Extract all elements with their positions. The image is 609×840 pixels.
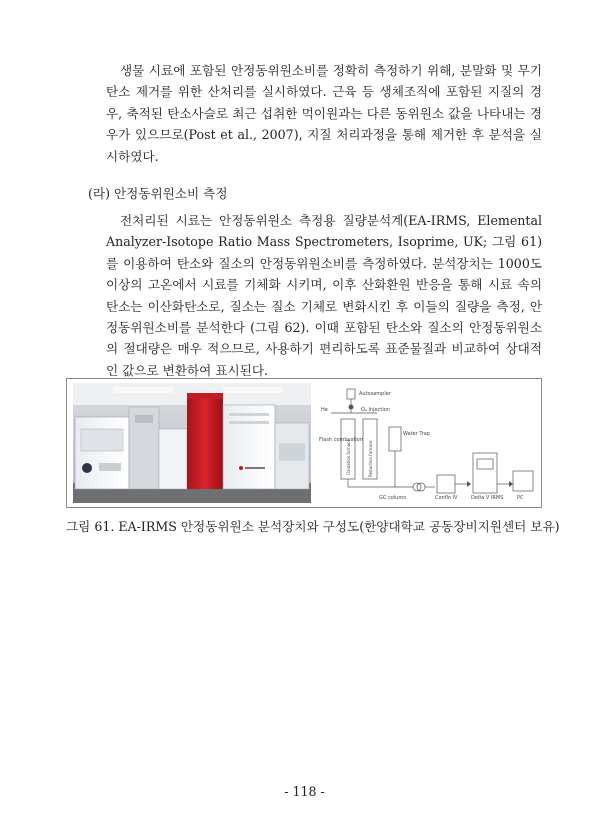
he-label: He	[321, 407, 328, 413]
oxidation-furnace-label: Oxidation furnace	[346, 439, 351, 475]
o2-injection-label: O₂ Injection	[361, 407, 390, 413]
delta-irms-label: Delta V IRMS	[471, 495, 504, 501]
page-number: - 118 -	[284, 784, 325, 799]
section-heading: (라) 안정동위원소비 측정	[88, 186, 228, 201]
pc-label: PC	[517, 495, 524, 501]
ea-irms-schematic	[317, 383, 537, 503]
paragraph-isotope-measurement	[106, 210, 542, 381]
figure-61	[66, 378, 542, 508]
autosampler-label: Autosampler	[359, 391, 391, 397]
paragraph-text: 전처리된 시료는 안정동위원소 측정용 질량분석계(EA-IRMS, Elemental Analyzer-Isotope Ratio Mass Spectrometers, Isoprime, UK; 그림 61)를 이용하여 탄소와 질소의 안정동위원소비를 측정하였다. 분석장치는 1000도 이상의 고온에서 시료를 기체화 시키며, 이후 산화환원 반응을 통해 시료 속의 탄소는 이산화탄소로, 질소는 질소 기체로 변화시킨 후 이들의 질량을 측정, 안정동위원소비를 분석한다 (그림 62). 이때 포함된 탄소와 질소의 안정동위원소의 절대량은 매우 적으므로, 사용하기 편리하도록 표준물질과 비교하여 상대적인 값으로 변환하여 표시된다.	[106, 213, 542, 378]
paragraph-text: 생물 시료에 포함된 안정동위원소비를 정확히 측정하기 위해, 분말화 및 무기탄소 제거를 위한 산처리를 실시하였다. 근육 등 생체조직에 포함된 지질의 경우, 축적된 탄소사슬로 최근 섭취한 먹이원과는 다른 동위원소 값을 나타내는 경우가 있으므로(Post et al., 2007), 지질 처리과정을 통해 제거한 후 분석을 실시하였다.	[106, 63, 542, 164]
water-trap-label: Water Trap	[403, 431, 430, 437]
flash-combustion-label: Flash combustion	[319, 437, 363, 443]
ea-irms-photo	[73, 383, 311, 503]
conflo-label: Conflo IV	[435, 495, 458, 501]
figure-caption: 그림 61. EA-IRMS 안정동위원소 분석장치와 구성도(한양대학교 공동장비지원센터 보유)	[66, 519, 560, 534]
reduction-furnace-label: Reduction furnace	[368, 440, 373, 477]
gc-column-label: GC column	[379, 495, 407, 501]
paragraph-sample-pretreatment	[106, 60, 542, 167]
